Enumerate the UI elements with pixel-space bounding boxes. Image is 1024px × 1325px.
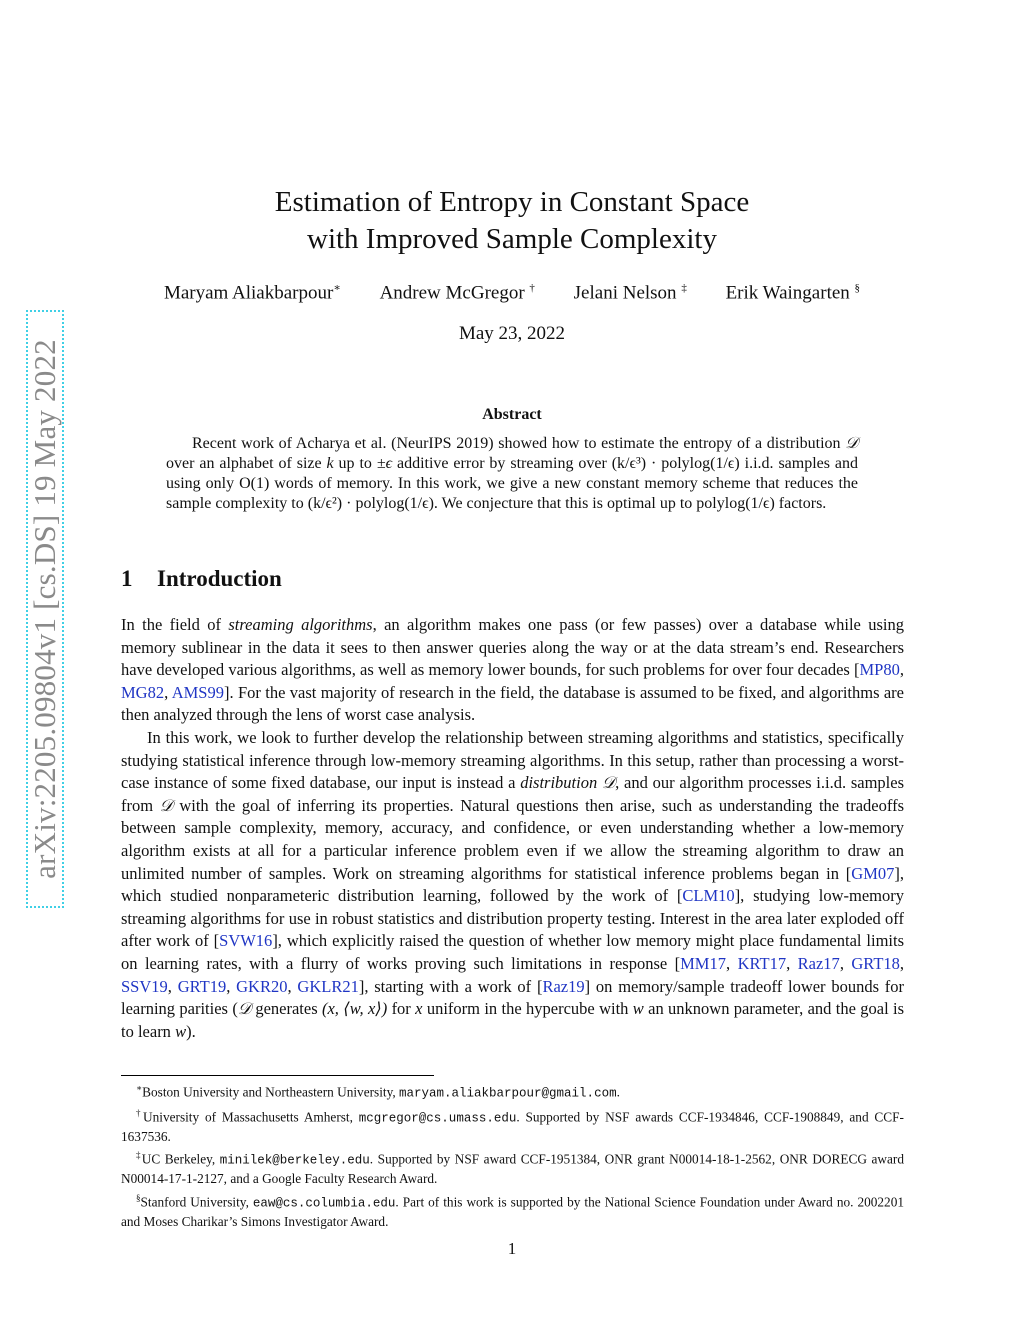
email-link[interactable]: mcgregor@cs.umass.edu <box>358 1111 517 1126</box>
abstract-heading: Abstract <box>482 406 542 423</box>
email-link[interactable]: minilek@berkeley.edu <box>219 1153 370 1168</box>
introduction-body <box>121 614 904 1043</box>
paper-title-line-2: with Improved Sample Complexity <box>307 223 717 255</box>
abstract-body: Recent work of Acharya et al. (NeurIPS 2019) showed how to estimate the entropy of a distribution 𝒟 over an alphabet of size k up to ±ϵ additive error by streaming over (k/ϵ³) · polylog(1/ϵ) i.i.d. samples and using only O(1) words of memory. In this work, we give a new constant memory scheme that reduces the sample complexity to (k/ϵ²) · polylog(1/ϵ). We conjecture that this is optimal up to polylog(1/ϵ) factors. <box>166 435 859 512</box>
citation-link[interactable]: GKR20 <box>236 976 288 996</box>
footnote: §Stanford University, eaw@cs.columbia.edu. Part of this work is supported by the National Science Foundation under Award no. 2002201 and Moses Charikar’s Simons Investigator Award. <box>121 1192 904 1229</box>
paper-title-line-1: Estimation of Entropy in Constant Space <box>274 186 750 218</box>
citation-link[interactable]: SVW16 <box>219 931 273 951</box>
footnote: †University of Massachusetts Amherst, mcgregor@cs.umass.edu. Supported by NSF awards CCF-1934846, CCF-1908849, and CCF-1637536. <box>121 1107 904 1144</box>
citation-link[interactable]: Raz19 <box>542 976 585 996</box>
citation-link[interactable]: GRT18 <box>851 953 900 973</box>
citation-link[interactable]: MG82 <box>121 682 165 702</box>
citation-link[interactable]: MM17 <box>680 953 726 973</box>
author-list <box>0 281 1024 304</box>
author: Erik Waingarten § <box>725 282 861 304</box>
email-link[interactable]: eaw@cs.columbia.edu <box>252 1196 396 1211</box>
citation-link[interactable]: Raz17 <box>797 953 840 973</box>
author: Maryam Aliakbarpour∗ <box>163 282 341 304</box>
citation-link[interactable]: SSV19 <box>121 976 168 996</box>
paragraph: In the field of streaming algorithms, an algorithm makes one pass (or few passes) over a database while using memory sublinear in the data it sees to then answer queries along the way or at the data stream’s end. Researchers have developed various algorithms, as well as memory lower bounds, for such problems for over four decades [MP80, MG82, AMS99]. For the vast majority of research in the field, the database is assumed to be fixed, and algorithms are then analyzed through the lens of worst case analysis. <box>121 615 905 725</box>
section-heading: 1 Introduction <box>121 566 282 591</box>
citation-link[interactable]: GM07 <box>851 863 895 883</box>
citation-link[interactable]: GKLR21 <box>297 976 359 996</box>
author: Andrew McGregor † <box>379 282 535 304</box>
email-link[interactable]: maryam.aliakbarpour@gmail.com <box>399 1086 617 1101</box>
footnote: ∗Boston University and Northeastern University, maryam.aliakbarpour@gmail.com. <box>136 1083 620 1101</box>
paragraph: In this work, we look to further develop the relationship between streaming algorithms and statistics, specifically studying statistical inference through low-memory streaming algorithms. In this setup, rather than processing a worst-case instance of some fixed database, our input is instead a distribution 𝒟, and our algorithm processes i.i.d. samples from 𝒟 with the goal of inferring its properties. Natural questions then arise, such as understanding the tradeoffs between sample complexity, memory, accuracy, and confidence, or even understanding whether a low-memory algorithm exists at all for a particular inference problem even if we allow the streaming algorithm to draw an unlimited number of samples. Work on streaming algorithms for statistical inference problems began in [GM07], which studied nonparameteric distribution learning, followed by the work of [CLM10], studying low-memory streaming algorithms for use in robust statistics and distribution property testing. Interest in the area later exploded off after work of [SVW16], which explicitly raised the question of whether low memory might place fundamental limits on learning rates, with a flurry of works proving such limitations in response [MM17, KRT17, Raz17, GRT18, SSV19, GRT19, GKR20, GKLR21], starting with a work of [Raz19] on memory/sample tradeoff lower bounds for learning parities (𝒟 generates (x, ⟨w, x⟩) for x uniform in the hypercube with w an unknown parameter, and the goal is to learn w). <box>121 727 905 1041</box>
citation-link[interactable]: MP80 <box>859 660 900 680</box>
page-number: 1 <box>507 1239 517 1258</box>
footnote-rule <box>121 1075 434 1076</box>
publication-date: May 23, 2022 <box>458 323 566 344</box>
author: Jelani Nelson ‡ <box>573 282 687 304</box>
footnote: ‡UC Berkeley, minilek@berkeley.edu. Supported by NSF award CCF-1951384, ONR grant N00014-18-1-2562, ONR DORECG award N00014-17-1-2127, and a Google Faculty Research Award. <box>121 1150 905 1187</box>
arxiv-identifier: arXiv:2205.09804v1 [cs.DS] 19 May 2022 <box>27 339 62 879</box>
arxiv-sidebar <box>26 310 64 908</box>
citation-link[interactable]: CLM10 <box>682 886 735 906</box>
citation-link[interactable]: GRT19 <box>177 976 227 996</box>
footnotes <box>121 1080 904 1232</box>
citation-link[interactable]: AMS99 <box>171 682 224 702</box>
citation-link[interactable]: KRT17 <box>737 953 787 973</box>
